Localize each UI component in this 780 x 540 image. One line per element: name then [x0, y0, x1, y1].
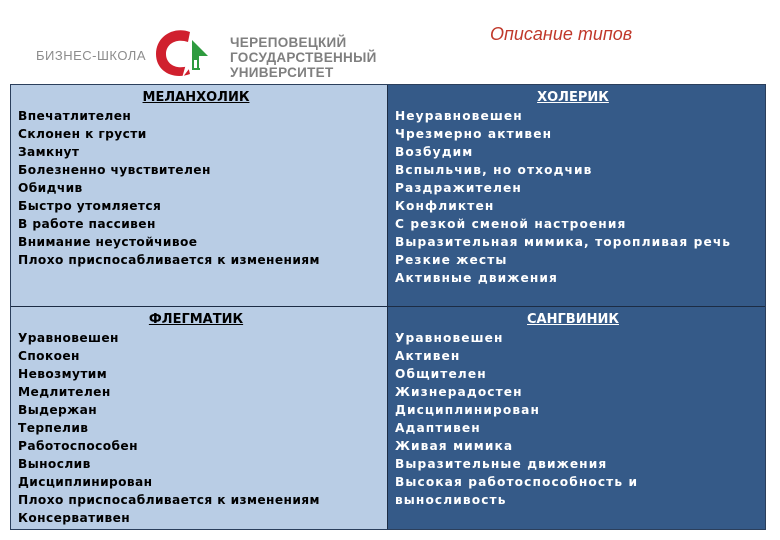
melancholic-title: МЕЛАНХОЛИК — [142, 90, 250, 105]
trait-item: В работе пассивен — [18, 217, 156, 231]
trait-item: Внимание неустойчивое — [18, 235, 198, 249]
sanguine-title: САНГВИНИК — [527, 312, 619, 327]
phlegmatic-title: ФЛЕГМАТИК — [148, 312, 244, 327]
trait-item: Плохо приспосабливается к изменениям — [18, 493, 320, 507]
trait-item: Выразительная мимика, торопливая речь — [395, 235, 732, 249]
trait-item: Быстро утомляется — [18, 199, 162, 213]
trait-item: Спокоен — [18, 349, 80, 363]
trait-item: С резкой сменой настроения — [395, 217, 627, 231]
trait-item: Резкие жесты — [395, 253, 508, 267]
trait-item: Чрезмерно активен — [395, 127, 553, 141]
trait-item: Выразительные движения — [395, 457, 608, 471]
trait-item: Конфликтен — [395, 199, 495, 213]
trait-item: Высокая работоспособность и — [395, 475, 639, 489]
choleric-title: ХОЛЕРИК — [537, 90, 609, 105]
university-name-line-1: ЧЕРЕПОВЕЦКИЙ — [230, 35, 347, 50]
trait-item: Терпелив — [18, 421, 89, 435]
temperament-grid — [10, 84, 766, 530]
sanguine-traits — [395, 329, 765, 509]
trait-item: Адаптивен — [395, 421, 481, 435]
choleric-traits — [395, 107, 765, 287]
university-logo-icon — [148, 26, 214, 82]
trait-item: Дисциплинирован — [18, 475, 153, 489]
trait-item: Работоспособен — [18, 439, 138, 453]
melancholic-traits — [18, 107, 387, 269]
trait-item: Невозмутим — [18, 367, 108, 381]
trait-item: Склонен к грусти — [18, 127, 147, 141]
trait-item: Замкнут — [18, 145, 80, 159]
trait-item: Уравновешен — [18, 331, 119, 345]
trait-item: Выдержан — [18, 403, 98, 417]
university-name — [230, 35, 377, 80]
trait-item: Дисциплинирован — [395, 403, 540, 417]
header — [0, 0, 780, 84]
trait-item: Раздражителен — [395, 181, 522, 195]
trait-item: Активен — [395, 349, 461, 363]
page-title: Описание типов — [490, 24, 633, 44]
sanguine-cell — [388, 307, 765, 529]
trait-item: Возбудим — [395, 145, 474, 159]
trait-item: Консервативен — [18, 511, 131, 525]
trait-item: Вспыльчив, но отходчив — [395, 163, 593, 177]
choleric-cell — [388, 85, 765, 307]
business-school-label: БИЗНЕС-ШКОЛА — [36, 48, 147, 63]
trait-item: Впечатлителен — [18, 109, 132, 123]
trait-item: Плохо приспосабливается к изменениям — [18, 253, 320, 267]
trait-item: Уравновешен — [395, 331, 504, 345]
trait-item: выносливость — [395, 493, 507, 507]
trait-item: Болезненно чувствителен — [18, 163, 211, 177]
university-name-line-3: УНИВЕРСИТЕТ — [230, 65, 334, 80]
trait-item: Медлителен — [18, 385, 111, 399]
trait-item: Обидчив — [18, 181, 83, 195]
university-name-line-2: ГОСУДАРСТВЕННЫЙ — [230, 50, 377, 65]
melancholic-cell — [11, 85, 388, 307]
trait-item: Вынослив — [18, 457, 91, 471]
trait-item: Живая мимика — [395, 439, 514, 453]
trait-item: Неуравновешен — [395, 109, 523, 123]
trait-item: Жизнерадостен — [395, 385, 523, 399]
phlegmatic-cell — [11, 307, 388, 529]
trait-item: Активные движения — [395, 271, 558, 285]
trait-item: Общителен — [395, 367, 487, 381]
phlegmatic-traits — [18, 329, 387, 527]
